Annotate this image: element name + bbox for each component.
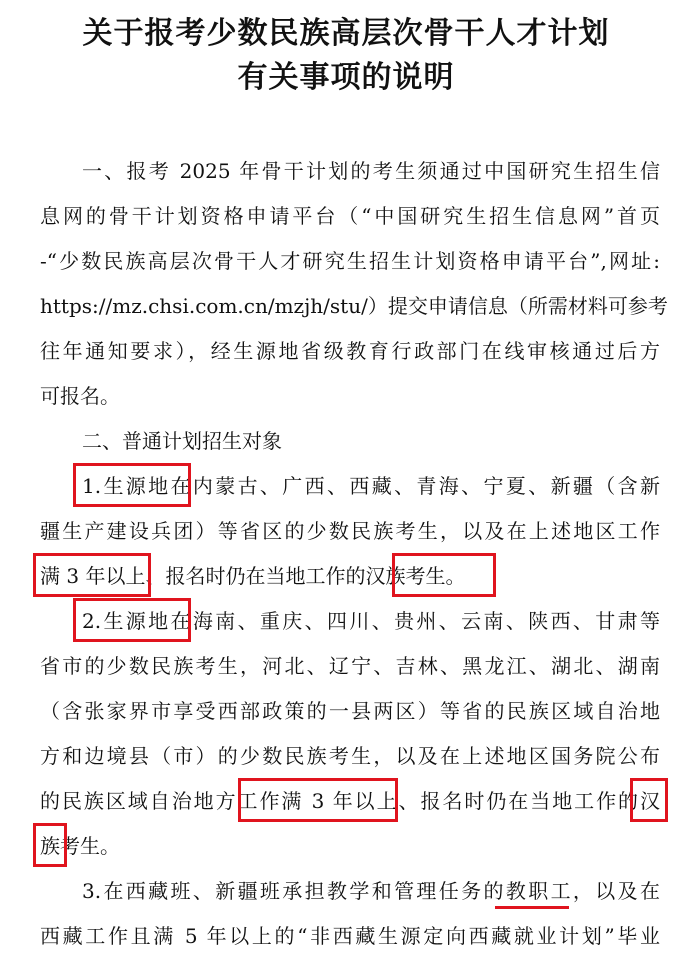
paragraph-line: 息网的骨干计划资格申请平台（“中国研究生招生信息网”首页 xyxy=(40,204,660,228)
highlight-box-work-3-years-1 xyxy=(33,553,151,597)
paragraph-line: 往年通知要求），经生源地省级教育行政部门在线审核通过后方 xyxy=(40,339,660,363)
paragraph-line: https://mz.chsi.com.cn/mzjh/stu/）提交申请信息（所需材料可参考 xyxy=(40,294,668,318)
paragraph-line: 族考生。 xyxy=(40,834,120,858)
paragraph-line: 省市的少数民族考生，河北、辽宁、吉林、黑龙江、湖北、湖南 xyxy=(40,654,660,678)
highlight-box-han-part-1 xyxy=(630,778,668,822)
document-title-line-2: 有关事项的说明 xyxy=(237,60,455,95)
paragraph-line: 满 3 年以上、报名时仍在当地工作的汉族考生。 xyxy=(40,564,466,588)
paragraph-line: 一、报考 2025 年骨干计划的考生须通过中国研究生招生信 xyxy=(82,159,660,183)
paragraph-line: -“少数民族高层次骨干人才研究生招生计划资格申请平台”,网址: xyxy=(40,249,660,273)
paragraph-line: 3.在西藏班、新疆班承担教学和管理任务的教职工，以及在 xyxy=(82,879,660,903)
highlight-box-han-part-2 xyxy=(33,823,67,867)
paragraph-line: 1.生源地在内蒙古、广西、西藏、青海、宁夏、新疆（含新 xyxy=(82,474,660,498)
section-heading: 二、普通计划招生对象 xyxy=(82,429,282,453)
document-title-line-1: 关于报考少数民族高层次骨干人才计划 xyxy=(82,16,610,51)
paragraph-line: 西藏工作且满 5 年以上的“非西藏生源定向西藏就业计划”毕业 xyxy=(40,924,660,948)
highlight-underline-staff xyxy=(495,906,569,909)
highlight-box-han-candidates-1 xyxy=(392,553,496,597)
highlight-box-work-3-years-2 xyxy=(238,778,398,822)
paragraph-line: 疆生产建设兵团）等省区的少数民族考生，以及在上述地区工作 xyxy=(40,519,660,543)
paragraph-line: 的民族区域自治地方工作满 3 年以上、报名时仍在当地工作的汉 xyxy=(40,789,660,813)
highlight-box-source-region-2 xyxy=(73,598,191,642)
paragraph-line: 2.生源地在海南、重庆、四川、贵州、云南、陕西、甘肃等 xyxy=(82,609,660,633)
paragraph-line: 方和边境县（市）的少数民族考生，以及在上述地区国务院公布 xyxy=(40,744,660,768)
paragraph-line: 可报名。 xyxy=(40,384,120,408)
highlight-box-source-region-1 xyxy=(73,463,191,507)
paragraph-line: （含张家界市享受西部政策的一县两区）等省的民族区域自治地 xyxy=(40,699,660,723)
